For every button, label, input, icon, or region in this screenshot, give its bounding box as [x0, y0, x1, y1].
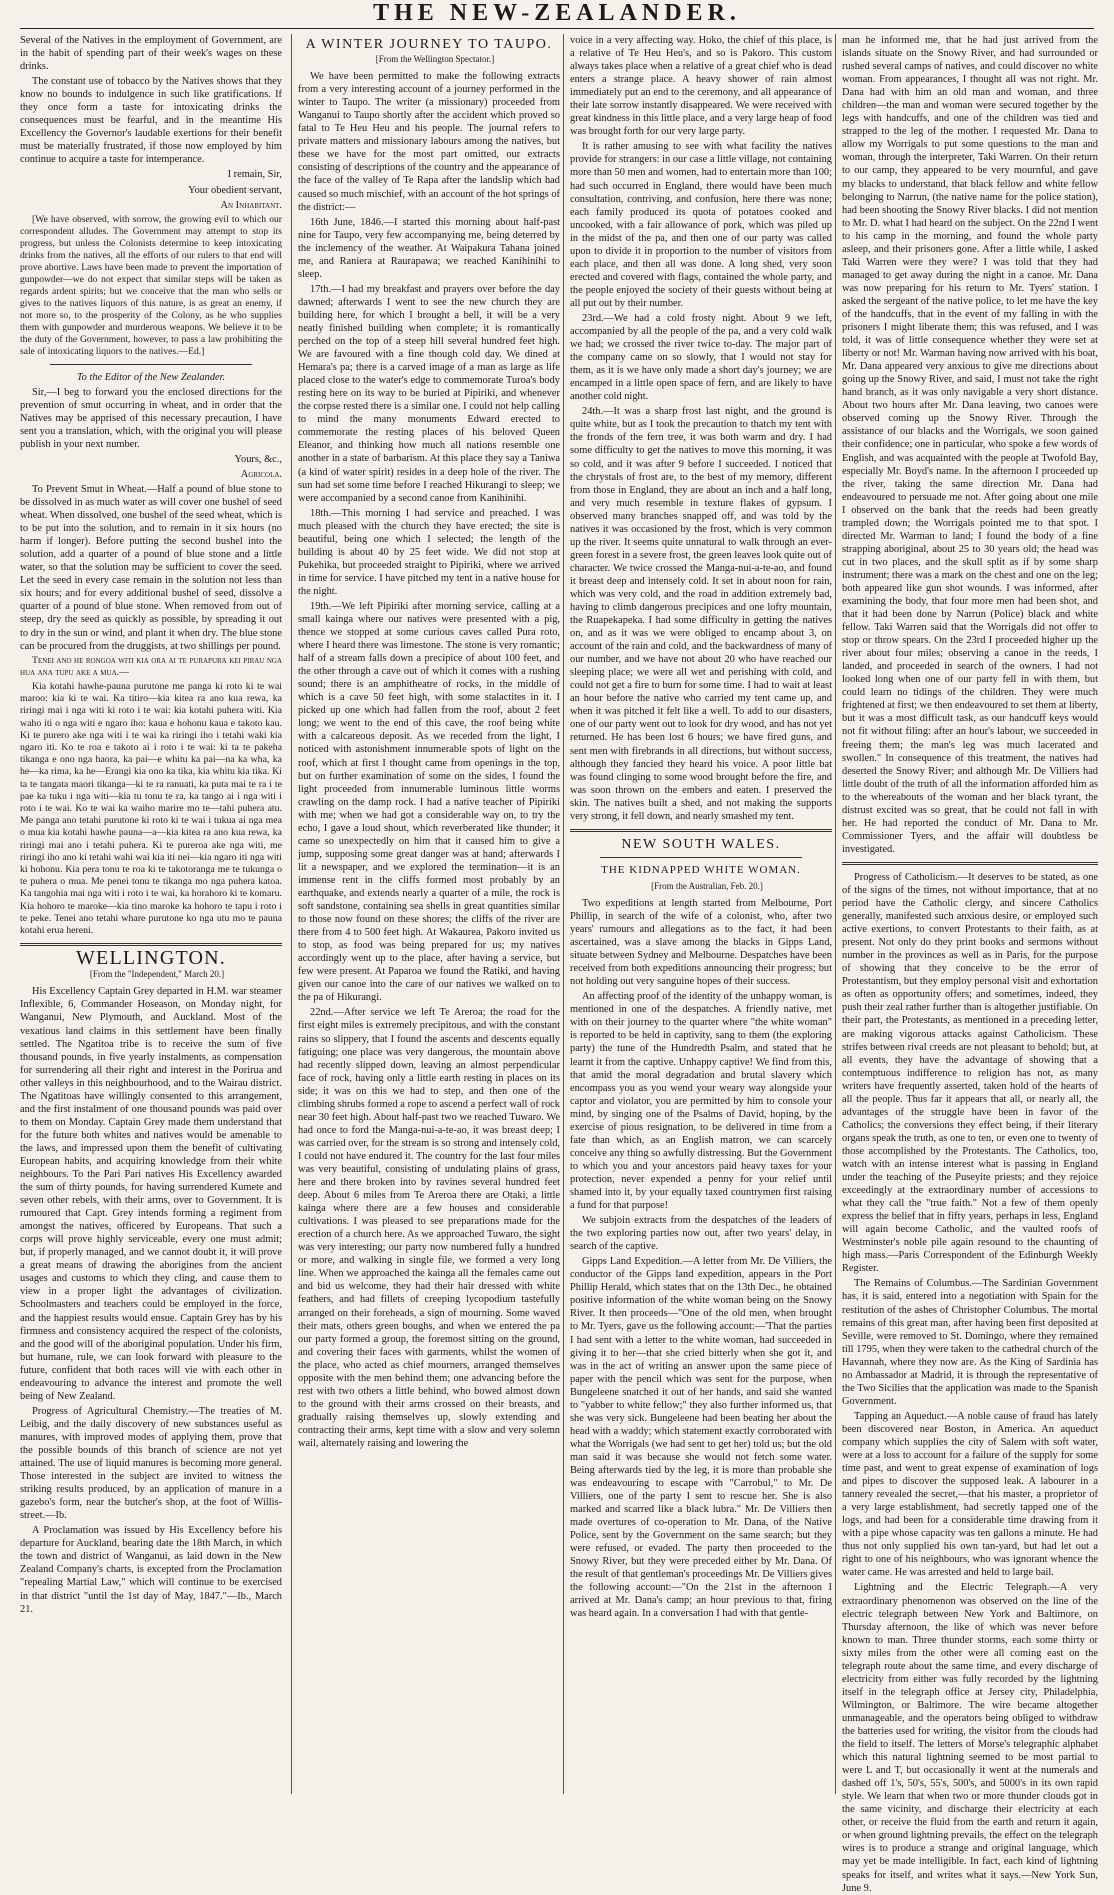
kidnapped-para-1: Two expeditions at length started from Melbourne, Port Phillip, in search of the wife of a colonist, who, after two years' rumours and allegations as to the fact, it had been ascertained, was a slave among the blacks in Gipps Land, situate between Sydney and Melbourne. Despatches have been received from both expeditions announcing their progress; but not holding out very sanguine hopes of their success. — [570, 897, 832, 988]
letter-intro: Several of the Natives in the employment of Government, are in the habit of spending part of their week's wages on these drinks. — [20, 35, 282, 73]
kidnapped-para-3: We subjoin extracts from the despatches of the leaders of the two exploring parties now out, after two years' delay, in search of the captive. — [570, 1215, 832, 1253]
agricola-letter: Sir,—I beg to forward you the enclosed directions for the prevention of smut occurring in wheat, and in order that the Natives may be apprised of this necessary precaution, I have sent you a translation, which, with the original you will please publish in your next number. — [20, 386, 282, 450]
progress-of-catholicism: Progress of Catholicism.—It deserves to be stated, as one of the signs of the times, not without importance, that at no period have the Catholic clergy, and sincere Catholics generally, manifested such anxious desire, or employed such active exertions, to convert Protestants to their faith, as at present. Not only do they print books and sermons without number in the provinces as well as in Paris, for the purpose of showing that they conceive to be the error of Protestantism, but they employ personal visit and exhortation as often as opportunity offers; and sometimes, indeed, they push their zeal rather further than is altogether justifiable. On their part, the Protestants, as mentioned in a preceding letter, are making vigorous attacks against Catholicism. These strifes between rival creeds are not pleasant to behold; but, at all events, they have the advantage of showing that a contemptuous indifference to religion has not, as many writers have frequently asserted, taken hold of the hearts of all the people. Thus far it appears that all, or nearly all, the advantages of the struggle have been in favor of the Catholics; the conversions they effect being, if their literary organs speak the truth, as one to ten, or even one to twenty of those accomplished by the Protestants. The Catholics, too, watch with an intense interest what is passing in England under the teaching of the Puseyite priests; and they rejoice exceedingly at the extraordinary number of accessions to what they call the "true faith." Not a few of them openly express the belief that in fifty years, perhaps in less, England will again become Catholic, and the vaulted roofs of Westminster's noble pile again resound to the chaunting of high mass.—Paris Correspondent of the Edinburgh Weekly Register. — [842, 871, 1098, 1275]
taupo-heading: A WINTER JOURNEY TO TAUPO. — [305, 37, 553, 52]
wellington-source: [From the "Independent," March 20.] — [89, 969, 225, 980]
tapping-an-aqueduct: Tapping an Aqueduct.—A noble cause of fraud has lately been discovered near Boston, in America. An aqueduct company which supplies the city of Salem with soft water, were at a loss to account for a failure of the supply for some time past, and went to great expense of examination of logs and pipes to discover the supposed leak. A labourer in a tannery revealed the secret,—that his master, a proprietor of a very large establishment, had secretly tapped one of the logs, and had been for a considerable time drawing from it with a pipe whose capacity was ten gallons a minute. He had thus not only supplied his own tan-yard, but had let out a right to one of his neighbours, who was ignorant whence the water came. He was arrested and held to large bail. — [842, 1410, 1098, 1579]
journal-17th: 17th.—I had my breakfast and prayers over before the day dawned; afterwards I went to see the new church they are building here, for which I brought a bell, it will be a very neatly finished building when complete; it is romantically perched on the top of a steep hill several hundred feet high. We are favoured with a fine though cold day. We dined at Hemara's pa; there is a carved image of a man as large as life placed close to the water's edge to commemorate Turoa's body resting here on its way to be buried at Pipiriki, and whenever the corpse rested there is a similar one. I could not help calling to mind the many monuments Edward erected to commemorate the resting places of his beloved Queen Eleanor, and thinking how much all nations resemble one another in a state of barbarism. At this place they say a Taniwa (a kind of water spirit) resides in a deep hole of the river. The sun had set some time before I reached Hikurangi to sleep; we were accompanied by a second canoe from Kanihinihi. — [298, 283, 560, 504]
letter-body: The constant use of tobacco by the Natives shows that they know no bounds to indulgence in such like gratifications. If they once form a taste for intoxicating drinks the consequences must be fearful, and in the meantime His Excellency the Governor's laudable exertions for their benefit must be materially frustrated, if those now employed by him continue to acquire a taste for intemperance. — [20, 76, 282, 166]
kidnapped-para-2: An affecting proof of the identity of the unhappy woman, is mentioned in one of the despatches. A friendly native, met with on their journey to the quarter where "the white woman" is reported to be held in captivity, sang to them (the exploring party) the tune of the Hundredth Psalm, and stated that he learnt it from the captive. Unhappy captive! We find from this, that amid the moral degradation and brutal slavery which encompass you as you wend your weary way alongside your captor and violator, you are permitted by him to console your mind, by singing one of the Psalms of David, hoping, by the exercise of pious resignation, to be delivered in time from a fate than which, as an English matron, we can scarcely conceive any thing so awfully distressing. But the Government to which you and your ancestors paid heavy taxes for your protection, never expended a penny for your relief until shamed into it, by your equally taxed countrymen first raising a fund for that purpose! — [570, 991, 832, 1212]
kidnapped-source: [From the Australian, Feb. 20.] — [651, 880, 763, 891]
gipps-land-expedition: Gipps Land Expedition.—A letter from Mr. De Villiers, the conductor of the Gipps land expedition, appears in the Port Phillip Herald, which states that on the 13th Dec., he obtained positive information of the white woman being on the Snowy River. It then proceeds—"One of the old men, when brought to Mr. Tyers, gave us the following account:—'That the parties I had sent with a letter to the white woman, had succeeded in giving it to her—that she cried bitterly when she got it, and was in the act of writing an answer upon the same piece of paper with the pencil which was sent for the purpose, when Bungeleene snatched it out of her hands, and said she wanted to "yabber to white fellow;" they also further informed us, that she was very sick. Bungeleene had been beating her about the head with a waddy; which statement exactly corroborated with what the Worrigals (we had sent to get her) told us; but the old man said it was because she would not fetch some water. Being afterwards tied by the leg, it is more than probable she was endeavouring to escape with "Carrobul," to Mr. De Villiers, one of the party I sent to rescue her. She is also marked and scarred like a black lubra." Mr. De Villiers then made overtures of co-operation to Mr. Dana, of the Native Police, sent by the Government on the same search; but they were refused, or evaded. The party then proceeded to the Snowy River, but they were preceded either by Mr. Dana. Of the result of that gentleman's proceedings Mr. De Villiers gives the following account:—"On the 21st in the afternoon I arrived at Mr. Dana's camp; an hour previous to that, firing was heard again. In a conversation I had with that gentle- — [570, 1256, 832, 1620]
kidnapped-heading: THE KIDNAPPED WHITE WOMAN. — [601, 863, 801, 876]
column-2 — [291, 34, 560, 1794]
taupo-source: [From the Wellington Spectator.] — [375, 54, 495, 65]
agricola-yours: Yours, &c., — [234, 453, 282, 465]
agricola-signature: Agricola. — [240, 468, 282, 480]
taupo-intro: We have been permitted to make the following extracts from a very interesting account of a journey performed in the winter to Taupo. The writer (a missionary) proceeded from Wanganui to Taupo shortly after the accident which proved so fatal to Te Heu Heu and his people. The journal refers to private matters and missionary labours among the natives, but these we have for the most part omitted, our extracts consisting of descriptions of the country and the appearance of the face of the valley of Te Rapa after the landslip which had caused so much mischief, with an account of the hot springs of the district:— — [298, 71, 560, 213]
journal-23rd: 23rd.—We had a cold frosty night. About 9 we left, accompanied by all the people of the pa, and a very cold walk we had; we crossed the river twice to-day. The major part of the company came on so slowly, that I would not stay for them, as it is we have only made a short day's journey; we are encamped in a little open space of fern, and are likely to have another cold night. — [570, 312, 832, 403]
wellington-heading: WELLINGTON. — [75, 947, 227, 970]
column-4 — [835, 34, 1098, 1894]
remains-of-columbus: The Remains of Columbus.—The Sardinian Government has, it is said, entered into a negotiation with Spain for the restitution of the ashes of Christopher Columbus. The mortal remains of this great man, after having been first deposited at Seville, were removed to St. Domingo, where they remained till 1795, when they were taken to the cathedral church of the Havannah, where they now are. As the King of Sardinia has no Ambassador at Madrid, it is through the representative of the Two Sicilies that the application was made to the Spanish Government. — [842, 1278, 1098, 1407]
journal-22nd: 22nd.—After service we left Te Areroa; the road for the first eight miles is extremely precipitous, and with the constant rains so slippery, that I found the ascents and descents equally fatiguing; one place was very dangerous, the mountain above had recently slipped down, leaving an almost perpendicular face of rock, having only a little earth resting in places on its side; it was on this we had to step, and then one of the climbing shrubs formed a rope to ascend a perfect wall of rock near 30 feet high. About half-past two we reached Tuwaro. We had once to ford the Manga-nui-a-te-ao, it was breast deep; I was carried over, for the stream is so strong and intensely cold, I could not have endured it. The country for the last four miles was very beautiful, consisting of undulating plains of grass, here and there broken into by ravines several hundred feet deep. About 6 miles from Te Areroa there are Otaki, a little kainga where there are a few houses and considerable cultivations. I was pleased to see preparations made for the erection of a church here. As we approached Tuwaro, the sight was very interesting; our party now numbered fully a hundred or more, and walking in single file, we formed a very long line. When we approached the kainga all the females came out and bid us welcome, they had their hair dressed with white feathers, and had fillets of creeping lycopodium tastefully arranged on their foreheads, a sign of mourning. Some waved their mats, others green boughs, and when we entered the pa our party formed a group, the foremost sitting on the ground, and covering their faces with garments, whilst the women of the place, who acted as chief mourners, arranged themselves opposite with the men behind them; one advancing before the rest with two others a little behind, who bowed almost down to the ground with their arms crossed on their breasts, and gradually raising themselves up, slowly extending and contracting their arms, kept time with a slow and very solemn wail, alternately raising and lowering the — [298, 1007, 560, 1449]
journal-19th: 19th.—We left Pipiriki after morning service, calling at a small kainga where our natives were presented with a pig, thence we stopped at some curious caves called Pura roto, where I heard there was limestone. The stone is very romantic; half of a stream falls down a precipice of about 100 feet, and the other through a cave out of which it comes with a rushing sound; there is an amphitheatre of rocks, in the middle of which is a cave 50 feet high, with some stalactites in it. I picked up one which had fallen from the roof, about 2 feet long; we went to the end of this cave, the roof being white with a calcareous deposit. As we receded from the light, I noticed with astonishment innumerable spots of light on the roof, which at first I thought came from openings in the top, but on further examination of some on the sides, I found the light proceeded from innumerable luminous little worms crawling on the damp rock. I had a native teacher of Pipiriki with me; when we had got a considerable way on, to try the echo, I gave a loud shout, which reverberated like thunder; it came so unexpectedly on him that it caused him to give a jump, supposing some great danger was at hand; afterwards I lit a newspaper, and we explored the termination—it is an immense rent in the cliffs formed most probably by an earthquake, and extends nearly a quarter of a mile, the rock is soft sandstone, containing sea shells in great quantities similar to those now found on these shores; the cliffs of the river are there from 4 to 500 feet high. At Wakaurea, Pakoro invited us to stop, as food was being prepared for us; my natives accordingly went up to the place, after having a service, but few were present. At Paparoa we found the Ratiki, and having given our canoe into the care of our natives we walked on to the pa of Hikurangi. — [298, 600, 560, 1004]
taupo-hospitality: It is rather amusing to see with what facility the natives provide for strangers: in our case a little village, not containing more than 50 men and women, had to entertain more than 100; had such occurred in England, there would have been much consultation, contriving, and confusion, here there was none; each family produced its quota of potatoes cooked and uncooked, with a fair allowance of pork, which was piled up in the midst of the pa, and then one of our party was called upon to divide it in proportion to the number of visitors from each place, and then all was done. A long shed, very soon erected and covered with flags, contained the whole party, and the people enjoyed the society of their guests without being at all put out by their number. — [570, 141, 832, 309]
editor-heading: To the Editor of the New Zealander. — [76, 371, 226, 383]
column-1 — [20, 34, 282, 1794]
journal-24th: 24th.—It was a sharp frost last night, and the ground is quite white, but as I took the precaution to thatch my tent with the fronds of the fern tree, it was both warm and dry. I had some difficulty to get the natives to move this morning, it was so cold, and it was after 9 before I succeeded. I noticed that the chrystals of frost are, to the best of my memory, different from those in England, they are about an inch and a half long, and very much resemble in texture flakes of gypsum. I observed many branches snapped off, and was told by the natives it was occasioned by the frost, which is very common up the river. It seems quite unnatural to walk through an ever-green forest in a severe frost, the green leaves look quite out of character. We twice crossed the Manga-nui-a-te-ao, and found it breast deep and intensely cold. It set in about noon for rain, which was very cold, and the road in addition extremely bad, having to climb dangerous precipices and one lofty mountain, the Ruapekapeka. I had some difficulty in getting the natives on, and as it was we were obliged to encamp about 3, on account of the rain and cold, and the backwardness of many of our number, and we have not about 20 who have reached our sleeping place; we were all wet and perishing with cold, and could not get a fire to burn for some time. I had to wait at least an hour before the native who carried my tent came up, and when it was pitched it felt like a well. To add to our disasters, one of our party went out to look for dry wood, and has not yet returned. He has been lost 6 hours; we have fired guns, and sent men with firebrands in all directions, but without success, although they fancied they heard his voice. A poor little bat was found clinging to some wood brought before the fire, and was soon thrown on the embers and eaten. I preserved the skin. The natives built a shed, and not making the supports very strong, it fell down, and nearly smashed my tent. — [570, 406, 832, 822]
double-divider — [20, 943, 282, 946]
lightning-telegraph: Lightning and the Electric Telegraph.—A very extraordinary phenomenon was observed on the line of the electric telegraph between New York and Baltimore, on Thursday afternoon, the like of which was never before known to man. Three thunder storms, each some thirty or sixty miles from the other were all coming east on the telegraph route about the same time, and every discharge of electricity from either was fully recorded by the lightning itself in the telegraph office at Jersey city, Philadelphia, Wilmington, or Baltimore. The wire became altogether unmanageable, and the operators being obliged to withdraw the batteries used for writing, the visitor from the clouds had the field to itself. The letters of Morse's telegraphic alphabet which this natural lightning seemed to be most partial to were L and T, but occasionally it went at the numerals and dashed off 1's, 50's, 55's, 500's, and 5000's in its own rapid style. We learn that when two or more thunder clouds got in the same vicinity, and discharge their electricity at each other, or receive the fluid from the earth and return it again, or when ground lightning prevails, the effect on the telegraph wires is to produce a strange and original language, which may yet be made intelligible. In fact, each kind of lightning speaks for itself, and writes what it says.—New York Sun, June 9. — [842, 1582, 1098, 1894]
de-villiers-continued: man he informed me, that he had just arrived from the islands situate on the Snowy River, and had surrounded or rushed several camps of natives, and could discover no white woman. From appearances, I thought all was not right. Mr. Dana had with him an old man and woman, and three children—the man and woman were secured together by the legs with handcuffs, and one of the children was tied and strapped to the leg of the mother. I requested Mr. Dana to allow my Worrigals to put some questions to the man and woman, through the interpreter, Taki Warren. On their return to our camp, they appeared to be very mournful, and gave my blacks to understand, that black fellow and white fellow belonging to Narrun, (the native name for the police station), had been shooting the Snowy River blacks. I did not mention to Mr. D. what I had heard on the subject. On the 22nd I went to his camp in the morning, and found the whole party asleep, and their prisoners gone. After a little while, I asked Taki Warren were they were? I was told that they had managed to get away during the night in a canoe. Mr. Dana was now preparing for his return to Mr. Tyers' station. I asked the sergeant of the native police, to let me have the key of the handcuffs, that in the event of my falling in with the prisoners I might liberate them; this was refused, and I was told, it was of little consequence whether they were set at liberty or not! Mr. Warman having now arrived with his boat, Mr. Dana appeared very anxious to give me directions about going up the Snowy River, and said, I must not take the right hand branch, as it was only navigable a very short distance. About two hours after Mr. Dana leaving, two canoes were observed coming up the Snowy River. Through the assistance of our blacks and the Worrigals, we soon gained their confidence; one in particular, who spoke a few words of English, and was acquainted with the people at Twofold Bay, especially Mr. Boyd's name. In the afternoon I proceeded up the river, taking the same direction Mr. Dana had endeavoured to persuade me not. After going about one mile I observed on the bank that the reeds had been greatly trampled down; the Worrigals pointed me to that spot. I directed Mr. Warman to land; I found the body of a fine strapping aboriginal, about 25 to 30 years old; the head was cut in two places, and the skull split as if by some sharp instrument; there was a mark on the chest and one on the leg; both appeared like gun shot wounds. I was informed, after examining the body, that four more men had been shot, and that it had been done by Narrun (Police) black and white fellow. Taki Warren said that the Worrigals did not offer to stop or throw spears. On the 23rd I proceeded higher up the river about four miles; observing a canoe in the reeds, I landed, and proceeded in search of the owners. I had not looked long when one of our party fell in with them, but could learn no tidings of the children. They were much frightened at first; we then endeavoured to set them at liberty, but it was a most difficult task, as our handcuff keys would not fit without filing: after an hour's labour, we succeeded in freeing them; the man's leg was much lacerated and swollen." In consequence of this treatment, the natives had deserted the Snowy River; and although Mr. De Villiers had little doubt of the truth of all the information afforded him as to the whereabouts of the woman and her black tyrant, the distrust excited was so great, that he could not fall in with her. He had reported the conduct of Mr. Dana to Mr. Commissioner Tyers, and the affair will doubtless be investigated. — [842, 35, 1098, 855]
proclamation: A Proclamation was issued by His Excellency before his departure for Auckland, bearing date the 18th March, in which the town and district of Wanganui, as laid down in the New Zealand Company's charts, is excepted from the Proclamation "repealing Martial Law," which will continue to be exercised in that district "until the 1st day of May, 1847."—Ib., March 21. — [20, 1525, 282, 1615]
divider — [50, 364, 252, 365]
closing-remain: I remain, Sir, — [227, 169, 282, 181]
closing-servant: Your obedient servant, — [188, 184, 282, 196]
divider — [600, 857, 802, 858]
wellington-article: His Excellency Captain Grey departed in H.M. war steamer Inflexible, 6, Commander Hoseason, on Monday night, for Wanganui, New Plymouth, and Auckland. Most of the vexatious land claims in this settlement have been finally settled. The Ngatitoa tribe is to receive the sum of five thousand pounds, in five yearly instalments, as compensation for surrendering all their right and interest in the Porirua and other valleys in this neighbourhood, and to the Wairau district. The Ngatitoas have willingly consented to this arrangement, and the first instalment of one thousand pounds was paid over to them on Monday. Captain Grey made them understand that for the future both whites and natives would be amenable to the laws, and impressed upon them the benefit of cultivating European habits, and acquiring knowledge from their white neighbours. To the Pari Pari natives His Excellency awarded the sum of thirty pounds, for having surrendered Kumete and seven other rebels, with their arms, over to Government. It is rumoured that Capt. Grey intends forming a regiment from amongst the natives, officered by Europeans. That such a corps will prove highly serviceable, every one must admit; but, if properly managed, and we cannot doubt it, it will prove a great means of drawing the aborigines from the ancient usages and customs to which they cling, and cause them to view in a proper light the advantages of civilization. Schoolmasters and teachers could be employed in the force, and the happiest results would ensue. Captain Grey has by his firmness and consistency acquired the respect of the colonists, and the good will of the aboriginal population. Under his firm, but humane, rule, we can look forward with pleasure to the future, confident that both races will vie with each other in endeavouring to advance the interest and promote the well being of New Zealand. — [20, 986, 282, 1402]
journal-june-16: 16th June, 1846.—I started this morning about half-past nine for Taupo, very few accompanying me, being deterred by the inclemency of the weather. At Waipakura Tahana joined me, and Raniera at Raurapawa; we reached Kanihinihi to sleep. — [298, 216, 560, 280]
maori-heading: Tenei ano he rongoa witi kia ora ai te purapura kei pirau nga hua ana tupu ake a mua.— — [20, 654, 282, 678]
editor-note: [We have observed, with sorrow, the growing evil to which our correspondent alludes. The Government may attempt to stop its progress, but unless the Colonists determine to keep intoxicating drinks from the natives, all the efforts of our rulers to that end will prove abortive. Laws have been made to prevent the importation of gunpowder—we do not expect that similar steps will be taken as regards ardent spirits; but we conceive that the man who sells or gives to the natives liquors of this nature, is as great an enemy, if not more so, to the prosperity of the Colony, as he who supplies them with gunpowder and murderous weapons. We believe it to be the duty of the Government, however, to pass a law prohibiting the sale of intoxicating liquors to the natives.—Ed.] — [20, 213, 282, 357]
taupo-continued: voice in a very affecting way. Hoko, the chief of this place, is a relative of Te Heu Heu's, and so is Pakoro. This custom always takes place when a relative of a great chief who is dead enters a strange place. A heavy shower of rain almost immediately put an end to the ceremony, and all appearance of their late sorrow instantly disappeared. We were received with great kindness in this little place, and a very large heap of food was brought forth for our very large party. — [570, 35, 832, 138]
journal-18th: 18th.—This morning I had service and preached. I was much pleased with the church they have erected; the site is beautiful, being one which I selected; the length of the building is about 40 by 25 feet wide. We did not stop at Pukehika, but proceeded straight to Pipiriki, where we arrived in time for service. I have pitched my tent in a native house for the night. — [298, 507, 560, 597]
column-3 — [563, 34, 832, 1794]
masthead: THE NEW-ZEALANDER. — [20, 0, 1094, 29]
nsw-heading: NEW SOUTH WALES. — [621, 836, 781, 852]
double-divider — [842, 862, 1098, 865]
agricultural-chemistry: Progress of Agricultural Chemistry.—The treaties of M. Leibig, and the daily discovery of new substances useful as manures, with improved modes of applying them, prove that the possible bounds of this branch of science are not yet attained. The use of liquid manures is becoming more general. Those interested in the subject are invited to witness the striking results produced, by an application of manure in a gazebo's form, near the butcher's shop, at the foot of Willis-street.—Ib. — [20, 1405, 282, 1522]
smut-article: To Prevent Smut in Wheat.—Half a pound of blue stone to be dissolved in as much water as will cover one bushel of seed wheat. When dissolved, one bushel of the seed wheat, which is to be put into the solution, and to remain in it six hours (no harm if longer). Before putting the second bushel into the solution, add a quarter of a pound of blue stone and a little water, so that the solution may be sufficient to cover the seed. Let the seed in every case remain in the solution not less than six hours; and for every additional bushel of seed, dissolve a quarter of a pound of blue stone. When removed from out of steep, dry the seed as quickly as possible, by spreading it out to dry in the sun or wind, and plant it when dry. The blue stone can be procured from the druggists, at two shillings per pound. — [20, 483, 282, 652]
double-divider — [570, 829, 832, 832]
signature-inhabitant: An Inhabitant. — [220, 199, 282, 211]
maori-text: Kia kotahi hawhe-pauna purutone me panga ki roto ki te wai maroo: kia ki te wai. Ka titiro—kia kitea ra ano kua rewa, ka riringi mai i nga witi ki roto i te wai: kia kotahi puhera witi. Kia waho iti o nga witi e ngaro iho: kaua e hohonu kaua e takoto kau. Ki te purero ake nga witi i te wai ka riringi iho i tetahi waki kia ngaro iti. Ko te roa e takoto ai i roto i te wai: ki ta te pakeha tikanga e ono nga haora, ka pai—e whitu ka pai—na ka wha, ka he—ka rima, ka he—Erangi kia ono ka tika, kia whitu kia tika. Ki ta te tangata maori tikanga—ki te ra ranuati, ka puta mai te ra i te pae ka tuku i nga witi—kia tu tonu te ra, ka tango ai i nga witi i roto i te wai. Ko te wai ka waiho marire mo te—tahi puhera atu. Me panga ano tetahi purutone ki roto ki te wai i tukua ai nga mea o mua kia kotahi hawhe pauna—a—kia kitea ra ano kua rewa, ka riringi mai ano i tetahi puhera. Ki te pureroa ake nga witi, me riringi iho ano ki tetahi wahi wai kia iti nei—kia ngaro iti nga witi ki hohonu. Kia pera tonu te roa ki te takotoranga me te tukunga o te puhera o mua. Me penei tonu te tikanga mo nga puhera katoa. Ka tangohia mai nga witi i roto i te wai, ka horahoro ki te komaru. Kia hohoro te maroke—kia tino maroke ka hohoro te tapu i roto i te peke. Tenei ano tetahi whare purutone ko nga utu mo te pauna kotahi erua hereni. — [20, 681, 282, 937]
